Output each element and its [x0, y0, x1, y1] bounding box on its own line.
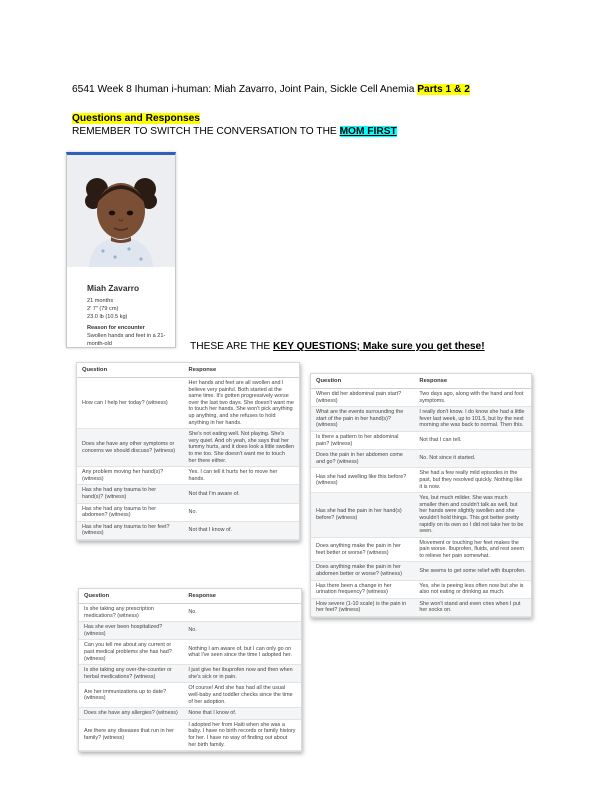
questions-heading: Questions and Responses	[72, 113, 200, 124]
response-cell: No.	[184, 503, 299, 521]
qa-table-2	[311, 374, 531, 617]
table-row	[311, 537, 531, 562]
question-cell: Has she had any trauma to her abdomen? (witness)	[77, 503, 184, 521]
table-row	[77, 378, 299, 429]
question-cell: Does anything make the pain in her abdomen better or worse? (witness)	[311, 562, 414, 580]
table-row	[311, 450, 531, 468]
column-header-response: Response	[183, 589, 301, 604]
patient-height: 2' 7" (79 cm)	[87, 306, 119, 312]
patient-weight: 23.0 lb (10.5 kg)	[87, 314, 128, 320]
table-row	[311, 389, 531, 407]
table-row	[311, 493, 531, 538]
qa-table-card-3	[78, 588, 302, 752]
reminder-line: REMEMBER TO SWITCH THE CONVERSATION TO THE MOM FIRST	[72, 126, 397, 137]
column-header-question: Question	[311, 374, 414, 389]
table-row	[79, 622, 301, 640]
question-cell: Does she have any allergies? (witness)	[79, 708, 183, 720]
question-cell: Is there a pattern to her abdominal pain? (witness)	[311, 431, 414, 449]
table-header-row	[79, 589, 301, 604]
patient-age: 21 months	[87, 298, 114, 304]
qa-table-3	[79, 589, 301, 751]
response-cell: No.	[183, 604, 301, 622]
document-title: 6541 Week 8 Ihuman i-human: Miah Zavarro, Joint Pain, Sickle Cell Anemia Parts 1 & 2	[72, 84, 470, 95]
question-cell: Does she have any other symptoms or concerns we should discuss? (witness)	[77, 429, 184, 467]
response-cell: None that I know of.	[183, 708, 301, 720]
title-highlight: Parts 1 & 2	[417, 84, 470, 95]
response-cell: She had a few really mild episodes in the past, but they resolved quickly. Nothing like it is now.	[414, 468, 531, 493]
qa-table-card-2	[310, 373, 532, 618]
response-cell: She won't stand and even cries when I put her socks on.	[414, 598, 531, 616]
patient-profile-card	[66, 152, 176, 348]
question-cell: How severe (1-10 scale) is the pain in her feet? (witness)	[311, 598, 414, 616]
response-cell: I just give her ibuprofen now and then when she's sick or in pain.	[183, 665, 301, 683]
response-cell: I adopted her from Haiti when she was a baby. I have no birth records or family history for her. I have no way of finding out about her birth family.	[183, 719, 301, 750]
question-cell: Has she ever been hospitalized? (witness)	[79, 622, 183, 640]
reason-label: Reason for encounter	[87, 325, 145, 331]
response-cell: I really don't know. I do know she had a little fever last week, up to 101.5, but by the next morning she was back to normal. Then this.	[414, 407, 531, 432]
response-cell: Yes, but much milder. She was much smaller then and couldn't talk as well, but her hands were slightly swollen and she wouldn't hold things. This got better pretty rapidly on its own so I did not take her to be seen.	[414, 493, 531, 538]
question-cell: Has she had the pain in her hand(s) before? (witness)	[311, 493, 414, 538]
table-row	[79, 683, 301, 708]
table-header-row	[311, 374, 531, 389]
response-cell: Not that I know of.	[184, 521, 299, 539]
table-row	[311, 468, 531, 493]
table-row	[79, 640, 301, 665]
response-cell: Her hands and feet are all swollen and I believe very painful. Both started at the same time. It's gotten progressively worse over the last two days. She doesn't want me to touch her hands. She won't pick anything up anything, and she refuses to hold anything in her hands.	[184, 378, 299, 429]
question-cell: Has she had any trauma to her hand(s)? (witness)	[77, 485, 184, 503]
table-row	[79, 719, 301, 750]
table-row	[311, 598, 531, 616]
key-questions-note: THESE ARE THE KEY QUESTIONS; Make sure you get these!	[190, 341, 485, 352]
response-cell: Not that I'm aware of.	[184, 485, 299, 503]
response-cell: Movement or touching her feet makes the pain worse. Ibuprofen, fluids, and rest seem to relieve her pain somewhat.	[414, 537, 531, 562]
question-cell: Has she had swelling like this before? (witness)	[311, 468, 414, 493]
response-cell: Yes, she is peeing less often now but she is also not eating or drinking as much.	[414, 580, 531, 598]
question-cell: Is she taking any over-the-counter or herbal medications? (witness)	[79, 665, 183, 683]
response-cell: No.	[183, 622, 301, 640]
mom-first-highlight: MOM FIRST	[339, 126, 397, 137]
toddler-portrait-icon	[67, 155, 175, 267]
response-cell: Two days ago, along with the hand and foot symptoms.	[414, 389, 531, 407]
column-header-response: Response	[184, 363, 299, 378]
response-cell: Yes. I can tell it hurts her to move her hands.	[184, 467, 299, 485]
table-row	[77, 521, 299, 539]
column-header-question: Question	[77, 363, 184, 378]
question-cell: Does the pain in her abdomen come and go? (witness)	[311, 450, 414, 468]
patient-avatar	[67, 155, 175, 267]
question-cell: Are her immunizations up to date? (witness)	[79, 683, 183, 708]
qa-table-1	[77, 363, 299, 540]
table-row	[79, 665, 301, 683]
table-row	[311, 580, 531, 598]
table-row	[77, 503, 299, 521]
response-cell: She's not eating well. Not playing. She's very quiet. And oh yeah, she says that her tummy hurts, and it does look a little swollen to me too. She doesn't want me to touch her there either.	[184, 429, 299, 467]
table-row	[77, 485, 299, 503]
table-row	[79, 708, 301, 720]
response-cell: Not that I can tell.	[414, 431, 531, 449]
question-cell: When did her abdominal pain start? (witness)	[311, 389, 414, 407]
table-row	[311, 562, 531, 580]
question-cell: Can you tell me about any current or past medical problems she has had? (witness)	[79, 640, 183, 665]
key-questions-emphasis: KEY QUESTIONS; Make sure you get these!	[273, 341, 485, 352]
response-cell: No. Not since it started.	[414, 450, 531, 468]
qa-table-card-1	[76, 362, 300, 541]
question-cell: Has there been a change in her urination frequency? (witness)	[311, 580, 414, 598]
question-cell: Is she taking any prescription medications? (witness)	[79, 604, 183, 622]
table-row	[79, 604, 301, 622]
table-row	[311, 431, 531, 449]
table-row	[311, 407, 531, 432]
question-cell: Has she had any trauma to her feet? (witness)	[77, 521, 184, 539]
question-cell: Does anything make the pain in her feet better or worse? (witness)	[311, 537, 414, 562]
question-cell: What are the events surrounding the start of the pain in her hand(s)? (witness)	[311, 407, 414, 432]
table-row	[77, 467, 299, 485]
column-header-question: Question	[79, 589, 183, 604]
reason-text-line-1: Swollen hands and feet in a 21-	[87, 333, 166, 339]
table-row	[77, 429, 299, 467]
question-cell: Any problem moving her hand(s)? (witness)	[77, 467, 184, 485]
question-cell: How can I help her today? (witness)	[77, 378, 184, 429]
table-header-row	[77, 363, 299, 378]
response-cell: Nothing I am aware of, but I can only go on what I've seen since the time I adopted her.	[183, 640, 301, 665]
column-header-response: Response	[414, 374, 531, 389]
reason-text-line-2: month-old	[87, 341, 112, 347]
response-cell: Of course! And she has had all the usual well-baby and toddler checks since the time of her adoption.	[183, 683, 301, 708]
patient-name: Miah Zavarro	[87, 283, 140, 293]
response-cell: She seems to get some relief with ibuprofen.	[414, 562, 531, 580]
question-cell: Are there any diseases that run in her family? (witness)	[79, 719, 183, 750]
